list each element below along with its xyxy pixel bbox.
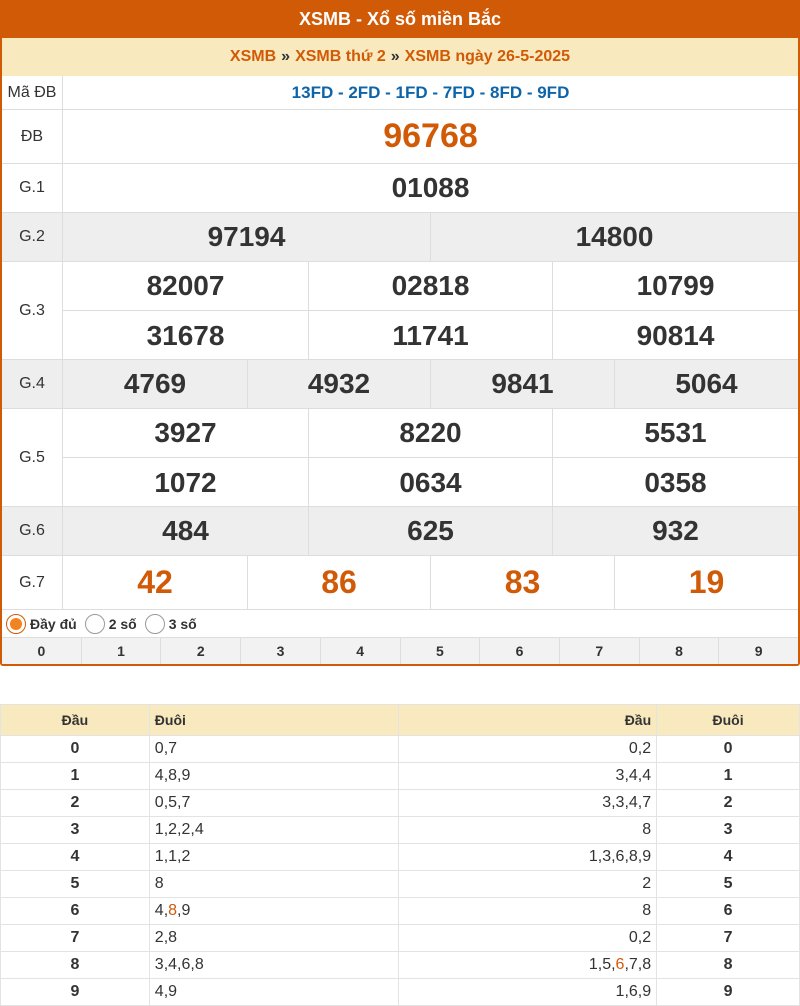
tail-list-part: 4,9 — [154, 983, 178, 1000]
prize-number: 83 — [431, 556, 615, 609]
table-row — [1, 844, 800, 871]
tail-digit: 4 — [657, 844, 800, 871]
radio-icon[interactable] — [145, 614, 165, 634]
tail-list-part: ,9 — [177, 902, 191, 919]
row-g7 — [2, 556, 798, 610]
head-list — [399, 844, 657, 871]
tail-list — [149, 736, 399, 763]
tail-list — [149, 898, 399, 925]
prize-number: 5064 — [675, 368, 738, 399]
tail-list-part: 0,5,7 — [154, 794, 191, 811]
head-list — [399, 952, 657, 979]
column-header-duoi: Đuôi — [149, 705, 399, 736]
page-title — [0, 0, 800, 38]
head-tail-table — [0, 704, 800, 1006]
column-header-dau: Đầu — [399, 705, 657, 736]
prize-number: 97194 — [63, 213, 431, 261]
option-full[interactable] — [6, 614, 77, 634]
tail-list — [149, 925, 399, 952]
digit-filter-8[interactable]: 8 — [640, 638, 720, 664]
tail-list-part: 1,1,2 — [154, 848, 191, 865]
prize-number: 02818 — [309, 262, 553, 311]
head-list-part: 0,2 — [628, 929, 652, 946]
page-title-text: XSMB - Xổ số miền Bắc — [298, 8, 502, 29]
table-row — [1, 736, 800, 763]
digit-filter-3[interactable]: 3 — [241, 638, 321, 664]
head-list — [399, 736, 657, 763]
table-row — [1, 979, 800, 1006]
breadcrumb-weekday[interactable]: XSMB thứ 2 — [295, 48, 386, 65]
prize-number: 9841 — [431, 360, 615, 408]
head-digit: 0 — [1, 736, 150, 763]
tail-list-part: 1,2,2,4 — [154, 821, 204, 838]
tail-digit: 6 — [657, 898, 800, 925]
head-list-part: 2 — [642, 875, 652, 892]
prize-number: 0358 — [644, 466, 707, 498]
row-g4 — [2, 360, 798, 409]
head-list-part: 1,5, — [588, 956, 616, 973]
head-list — [399, 871, 657, 898]
row-label: G.3 — [2, 262, 63, 359]
digit-filter-6[interactable]: 6 — [480, 638, 560, 664]
head-digit: 4 — [1, 844, 150, 871]
option-label: 2 số — [108, 615, 137, 632]
tail-list — [149, 844, 399, 871]
tail-list-part: 8 — [168, 902, 178, 919]
prize-number: 3927 — [63, 409, 309, 458]
row-g6 — [2, 507, 798, 556]
column-header-duoi: Đuôi — [657, 705, 800, 736]
row-label: G.7 — [2, 556, 63, 609]
digit-filter-0[interactable]: 0 — [2, 638, 82, 664]
prize-number: 1072 — [63, 458, 309, 507]
head-digit: 9 — [1, 979, 150, 1006]
prize-number: 11741 — [309, 311, 553, 360]
table-row — [1, 952, 800, 979]
head-list-part: 0,2 — [628, 740, 652, 757]
row-db — [2, 110, 798, 164]
tail-list-part: 2,8 — [154, 929, 178, 946]
display-options — [2, 610, 798, 638]
tail-digit: 1 — [657, 763, 800, 790]
prize-number: 10799 — [553, 262, 798, 311]
tail-digit: 3 — [657, 817, 800, 844]
table-row — [1, 898, 800, 925]
prize-number: 82007 — [63, 262, 309, 311]
prize-number: 31678 — [63, 311, 309, 360]
row-label: G.6 — [2, 507, 63, 555]
digit-filter-5[interactable]: 5 — [401, 638, 481, 664]
head-list-part: 1,3,6,8,9 — [588, 848, 652, 865]
table-header-row — [1, 705, 800, 736]
column-header-dau: Đầu — [1, 705, 150, 736]
digit-filter-bar — [2, 638, 798, 664]
row-label: G.5 — [2, 409, 63, 506]
tail-list — [149, 871, 399, 898]
prize-number: 4769 — [63, 360, 248, 408]
radio-icon[interactable] — [85, 614, 105, 634]
digit-filter-4[interactable]: 4 — [321, 638, 401, 664]
option-label: Đầy đủ — [30, 615, 77, 632]
tail-digit: 5 — [657, 871, 800, 898]
tail-list-part: 3,4,6,8 — [154, 956, 204, 973]
head-list — [399, 925, 657, 952]
head-digit: 7 — [1, 925, 150, 952]
prize-number: 86 — [248, 556, 431, 609]
head-list — [399, 790, 657, 817]
digit-filter-9[interactable]: 9 — [754, 643, 763, 659]
head-list-part: 8 — [642, 902, 652, 919]
head-list — [399, 979, 657, 1006]
tail-list — [149, 817, 399, 844]
breadcrumb-xsmb[interactable]: XSMB — [229, 48, 277, 65]
tail-list-part: 4,8,9 — [154, 767, 191, 784]
table-row — [1, 925, 800, 952]
head-list-part: 3,3,4,7 — [602, 794, 652, 811]
row-g3 — [2, 262, 798, 360]
tail-list — [149, 952, 399, 979]
breadcrumb-separator: » — [281, 48, 291, 65]
tail-digit: 2 — [657, 790, 800, 817]
table-row — [1, 817, 800, 844]
tail-digit: 0 — [657, 736, 800, 763]
row-label: G.4 — [2, 360, 63, 408]
digit-filter-1[interactable]: 1 — [82, 638, 162, 664]
special-code-value: 13FD - 2FD - 1FD - 7FD - 8FD - 9FD — [291, 82, 570, 102]
table-row — [1, 871, 800, 898]
prize-number: 625 — [309, 507, 553, 555]
row-g2 — [2, 213, 798, 262]
option-2-digits[interactable] — [85, 614, 137, 634]
prize-number: 90814 — [636, 319, 715, 351]
option-3-digits[interactable] — [145, 614, 197, 634]
table-row — [1, 790, 800, 817]
tail-digit: 8 — [657, 952, 800, 979]
head-list — [399, 763, 657, 790]
head-digit: 2 — [1, 790, 150, 817]
prize-number: 19 — [688, 564, 725, 600]
tail-list — [149, 790, 399, 817]
prize-number: 42 — [63, 556, 248, 609]
row-label: G.1 — [2, 164, 63, 212]
head-list-part: 6 — [615, 956, 625, 973]
row-label: G.2 — [2, 213, 63, 261]
row-ma-db — [2, 76, 798, 110]
head-digit: 3 — [1, 817, 150, 844]
prize-number: 484 — [63, 507, 309, 555]
tail-list — [149, 979, 399, 1006]
tail-list — [149, 763, 399, 790]
head-list-part: 8 — [642, 821, 652, 838]
prize-number: 932 — [652, 515, 699, 546]
head-digit: 5 — [1, 871, 150, 898]
digit-filter-2[interactable]: 2 — [161, 638, 241, 664]
breadcrumb-date[interactable]: XSMB ngày 26-5-2025 — [404, 48, 571, 65]
row-g5 — [2, 409, 798, 507]
head-digit: 6 — [1, 898, 150, 925]
tail-digit: 7 — [657, 925, 800, 952]
tail-digit: 9 — [657, 979, 800, 1006]
head-list — [399, 898, 657, 925]
head-list-part: 1,6,9 — [615, 983, 652, 1000]
prize-number: 14800 — [575, 221, 654, 252]
tail-list-part: 4, — [154, 902, 169, 919]
row-g1 — [2, 164, 798, 213]
special-prize-number: 96768 — [383, 117, 478, 155]
prize-number: 4932 — [248, 360, 431, 408]
breadcrumb-separator: » — [390, 48, 400, 65]
row-label: Mã ĐB — [2, 76, 63, 109]
radio-selected-icon[interactable] — [6, 614, 26, 634]
prize-number: 0634 — [309, 458, 553, 507]
head-list — [399, 817, 657, 844]
row-label: ĐB — [2, 110, 63, 163]
prize-number: 01088 — [391, 172, 470, 203]
tail-list-part: 8 — [154, 875, 164, 892]
breadcrumb — [2, 38, 798, 76]
head-digit: 8 — [1, 952, 150, 979]
table-row — [1, 763, 800, 790]
head-list-part: 3,4,4 — [615, 767, 652, 784]
head-digit: 1 — [1, 763, 150, 790]
prize-number: 8220 — [309, 409, 553, 458]
head-list-part: ,7,8 — [624, 956, 652, 973]
option-label: 3 số — [168, 615, 197, 632]
digit-filter-7[interactable]: 7 — [560, 638, 640, 664]
prize-number: 5531 — [553, 409, 798, 458]
tail-list-part: 0,7 — [154, 740, 178, 757]
